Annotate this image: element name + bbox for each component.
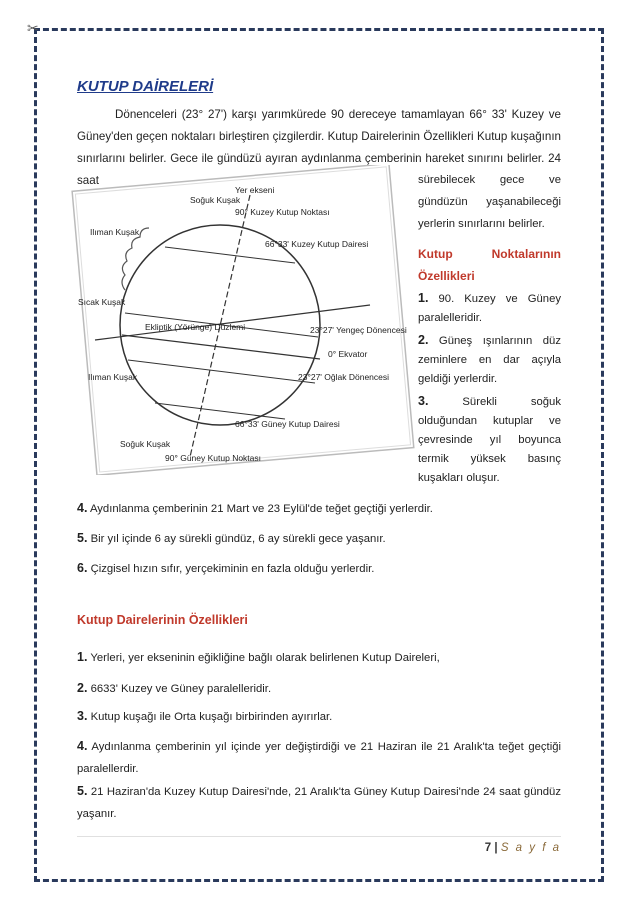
list-item: [77, 780, 561, 825]
label-kuzey-kutup-noktasi: 90° Kuzey Kutup Noktası: [235, 207, 330, 217]
side-item-num: 1.: [418, 291, 429, 305]
label-guney-kutup-noktasi: 90° Güney Kutup Noktası: [165, 453, 262, 463]
label-oglak: 23°27' Oğlak Dönencesi: [298, 372, 390, 382]
label-yer-ekseni: Yer ekseni: [235, 185, 275, 195]
item-text: 6633' Kuzey ve Güney paralelleridir.: [90, 683, 272, 695]
side-item-num: 3.: [418, 394, 429, 408]
item-text: Bir yıl içinde 6 ay sürekli gündüz, 6 ay sürekli gece yaşanır.: [90, 533, 386, 545]
item-num: 1.: [77, 650, 88, 664]
label-ekvator: 0° Ekvator: [328, 349, 368, 359]
label-yengec: 23°27' Yengeç Dönencesi: [310, 325, 407, 335]
side-item-text: 90. Kuzey ve Güney paralelleridir.: [418, 293, 561, 324]
footer-label: S a y f a: [500, 842, 561, 854]
label-kuzey-kutup-dairesi: 66°33' Kuzey Kutup Dairesi: [265, 239, 369, 249]
label-soguk-bottom: Soğuk Kuşak: [120, 439, 171, 449]
item-text: Yerleri, yer ekseninin eğikliğine bağlı olarak belirlenen Kutup Daireleri,: [90, 652, 440, 664]
list-item: [77, 646, 561, 669]
item-num: 4.: [77, 739, 88, 753]
item-num: 5.: [77, 784, 88, 798]
page-title: KUTUP DAİRELERİ: [77, 78, 214, 95]
item-text: Kutup kuşağı ile Orta kuşağı birbirinden ayırırlar.: [90, 711, 333, 723]
item-num: 2.: [77, 681, 88, 695]
side-heading: Kutup Noktalarının Özellikleri: [418, 247, 561, 283]
list-item: [77, 677, 561, 700]
label-guney-kutup-dairesi: 66°33' Güney Kutup Dairesi: [235, 419, 340, 429]
page-number: 7: [484, 842, 492, 854]
item-text: Aydınlanma çemberinin 21 Mart ve 23 Eylül'de teğet geçtiği yerlerdir.: [89, 503, 433, 515]
page-footer: [485, 842, 561, 854]
side-item-2: [418, 331, 561, 389]
item-num: 6.: [77, 561, 88, 575]
side-item-3: [418, 392, 561, 488]
side-intro: sürebilecek gece ve gündüzün yaşanabileceği yerlerin sınırlarını belirler.: [418, 174, 561, 230]
list-item: [77, 735, 561, 780]
item-text: 21 Haziran'da Kuzey Kutup Dairesi'nde, 21 Aralık'ta Güney Kutup Dairesi'nde 24 saat gündüz yaşanır.: [77, 786, 561, 820]
label-iliman-bottom: Ilıman Kuşak: [88, 372, 138, 382]
side-item-text: Sürekli soğuk olduğundan kutuplar ve çevresinde yıl boyunca termik yüksek basınç kuşakları oluşur.: [418, 396, 561, 484]
intro-paragraph: Dönenceleri (23° 27') karşı yarımkürede 90 dereceye tamamlayan 66° 33' Kuzey ve Güney'den geçen noktaları birleştiren çizgilerdir. Kutup Dairelerinin Özellikleri Kutup kuşağının sınırlarını belirler. Gece ile gündüzü ayıran aydınlanma çemberinin hareket sınırını belirler. 24 saat: [77, 108, 561, 187]
item-num: 3.: [77, 709, 88, 723]
list-item: [77, 705, 561, 728]
label-sicak: Sıcak Kuşak: [78, 297, 126, 307]
side-item-text: Güneş ışınlarının düz zeminlere en dar açıyla geldiği yerlerdir.: [418, 335, 561, 385]
item-text: Aydınlanma çemberinin yıl içinde yer değiştirdiği ve 21 Haziran ile 21 Aralık'ta teğet geçtiği paralellerdir.: [77, 741, 561, 775]
label-iliman-top: Ilıman Kuşak: [90, 227, 140, 237]
polar-circles-figure: [70, 165, 415, 475]
label-soguk-top: Soğuk Kuşak: [190, 195, 241, 205]
side-item-1: [418, 289, 561, 328]
footer-divider: [77, 836, 561, 837]
item-num: 5.: [77, 531, 88, 545]
list-item: [77, 527, 561, 550]
scissors-icon: ✂: [27, 20, 39, 36]
list-item: [77, 497, 561, 520]
item-text: Çizgisel hızın sıfır, yerçekiminin en fazla olduğu yerlerdir.: [90, 563, 375, 575]
label-ekliptik: Ekliptik (Yörünge) Düzlemi: [145, 322, 246, 332]
list-item: [77, 557, 561, 580]
section-heading: Kutup Dairelerinin Özellikleri: [77, 613, 248, 627]
item-num: 4.: [77, 501, 88, 515]
footer-separator: |: [494, 842, 498, 854]
side-item-num: 2.: [418, 333, 429, 347]
